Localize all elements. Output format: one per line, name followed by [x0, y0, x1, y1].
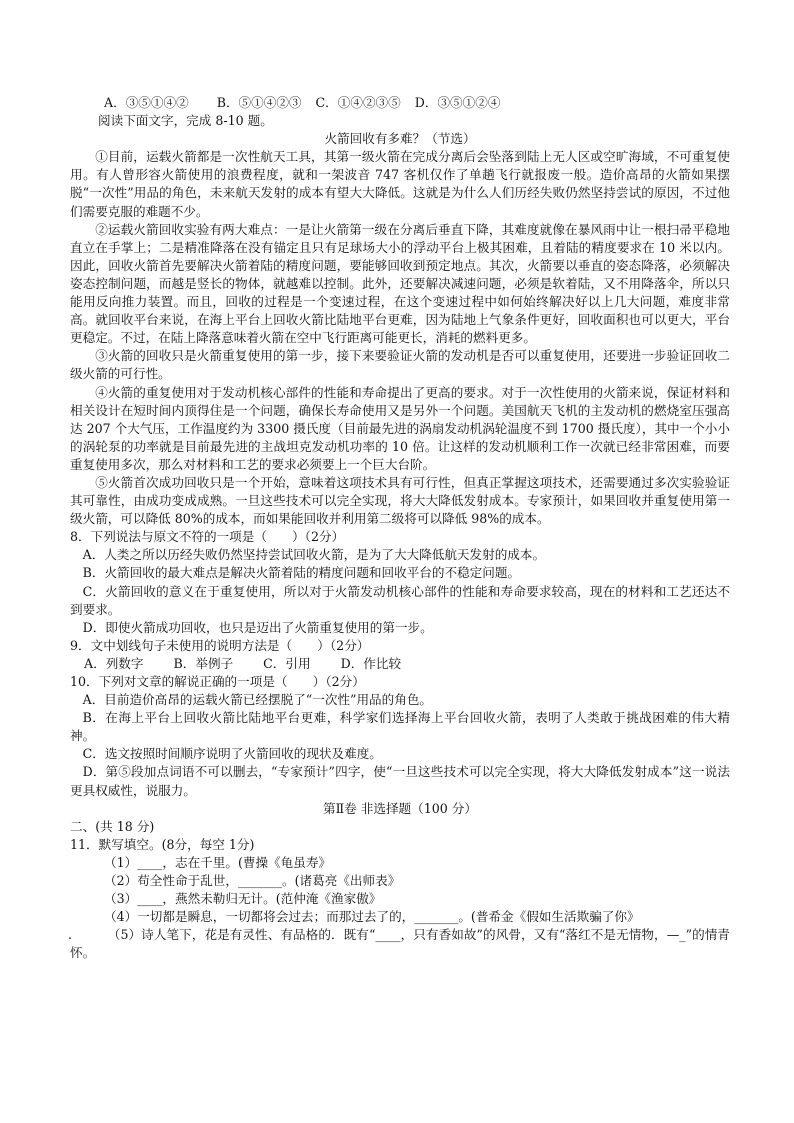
prev-question-options: [70, 94, 730, 112]
q11-stem: 11．默写填空。(8分，每空 1分): [70, 836, 255, 852]
article-paragraph-2: ②运载火箭回收实验有两大难点：一是让火箭第一级在分离后垂直下降，其难度就像在暴风雨中让一根扫帚平稳地直立在手掌上；二是精准降落在没有锚定且只有足球场大小的浮动平台上极其困难，且着陆的精度要求在 10 米以内。因此，回收火箭首先要解决火箭着陆的精度问题，要能够回收到预定地点。其次，火箭要以垂直的姿态降落，必须解决姿态控制问题，而越是竖长的物体，就越难以控制。此外，还要解决减速问题，必须是软着陆，又不用降落伞，所以只能用反向推力装置。而且，回收的过程是一个变速过程，在这个变速过程中如何始终解决好以上几大问题，难度非常高。就回收平台来说，在海上平台上回收火箭比陆地平台更难，因为陆地上气象条件更好，回收面积也可以更大，平台更稳定。不过，在陆上降落意味着火箭在空中飞行距离可能更长，消耗的燃料更多。: [70, 221, 730, 346]
part2-section: 二、(共 18 分): [70, 818, 155, 834]
reading-instruction: 阅读下面文字，完成 8-10 题。: [98, 113, 273, 129]
option-b: B．⑤①④②③: [216, 95, 302, 110]
q10-option-a: A．目前造价高昂的运载火箭已经摆脱了“一次性”用品的角色。: [82, 692, 433, 708]
q9-stem: 9．文中划线句子未使用的说明方法是（ ）（2分）: [70, 637, 370, 653]
exam-page: [70, 94, 730, 963]
q10-stem: 10．下列对文章的解说正确的一项是（ ）（2分）: [70, 674, 365, 689]
q8-option-b: B．火箭回收的最大难点是解决火箭着陆的精度问题和回收平台的不稳定问题。: [82, 565, 521, 581]
stray-mark: .: [68, 927, 73, 943]
q9-option-d: D．作比较: [340, 655, 402, 671]
article-paragraph-1: ①目前，运载火箭都是一次性航天工具，其第一级火箭在完成分离后会坠落到陆上无人区或空旷海域，不可重复使用。有人曾形容火箭使用的浪费程度，就和一架波音 747 客机仅作了单趟飞行就报废一般。造价高昂的火箭如果摆脱“一次性”用品的角色，未来航天发射的成本有望大大降低。这就是为什么人们历经失败仍然坚持尝试的原因，不过他们需要克服的难题不少。: [70, 149, 730, 219]
q8-option-d: D．即使火箭成功回收，也只是迈出了火箭重复使用的第一步。: [82, 619, 433, 635]
article-paragraph-3: ③火箭的回收只是火箭重复使用的第一步，接下来要验证火箭的发动机是否可以重复使用，还要进一步验证回收二级火箭的可行性。: [70, 348, 730, 382]
q8-option-c: C．火箭回收的意义在于重复使用，所以对于火箭发动机核心部件的性能和寿命要求较高，现在的材料和工艺还达不到要求。: [70, 583, 730, 617]
part2-title: 第Ⅱ卷 非选择题（100 分）: [323, 800, 477, 816]
q10-option-b: B．在海上平台上回收火箭比陆地平台更难，科学家们选择海上平台回收火箭，表明了人类敢于挑战困难的伟大精神。: [70, 710, 730, 744]
article-title: 火箭回收有多难？（节选）: [324, 131, 476, 147]
fill-item-4: （4）一切都是瞬息，一切都将会过去；而那过去了的，_______。(普希金《假如生活欺骗了你》: [104, 909, 640, 925]
option-d: D．③⑤①②④: [414, 95, 501, 110]
fill-item-1: （1）____，志在千里。(曹操《龟虽寿》: [104, 854, 332, 870]
q10-option-d: D．第⑤段加点词语不可以删去，“专家预计”四字，使“一旦这些技术可以完全实现，将大大降低发射成本”这一说法更具权威性，说服力。: [70, 764, 730, 798]
q8-option-a: A．人类之所以历经失败仍然坚持尝试回收火箭，是为了大大降低航天发射的成本。: [82, 547, 546, 563]
q9-option-a: A．列数字: [84, 655, 144, 671]
fill-item-3: （3）____，燕然未勒归无计。(范仲淹《渔家傲》: [104, 891, 382, 907]
q9-option-c: C．引用: [263, 655, 311, 671]
article-paragraph-5: ⑤火箭首次成功回收只是一个开始，意味着这项技术具有可行性，但真正掌握这项技术，还需要通过多次实验验证其可靠性，由成功变成成熟。一旦这些技术可以完全实现，将大大降低发射成本。专家预计，如果回收并重复使用第一级火箭，可以降低 80%的成本，而如果能回收并利用第二级将可以降低 98%的成本。: [70, 474, 730, 527]
article-paragraph-4: ④火箭的重复使用对于发动机核心部件的性能和寿命提出了更高的要求。对于一次性使用的火箭来说，保证材料和相关设计在短时间内顶得住是一个问题，确保长寿命使用又是另外一个问题。美国航天飞机的主发动机的燃烧室压强高达 207 个大气压，工作温度约为 3300 摄氏度（目前最先进的涡扇发动机涡轮温度不到 1700 摄氏度），其中一个小小的涡轮泵的功率就是目前最先进的主战坦克发动机功率的 10 倍。让这样的发动机顺利工作一次就已经非常困难，而要重复使用多次，那么对材料和工艺的要求必须要上一个巨大台阶。: [70, 384, 730, 472]
q10-option-c: C．选文按照时间顺序说明了火箭回收的现状及难度。: [82, 746, 382, 762]
fill-item-2: （2）苟全性命于乱世，_______。(诸葛亮《出师表》: [104, 873, 401, 889]
q8-stem: 8．下列说法与原文不符的一项是（ ）（2分）: [70, 529, 345, 545]
option-a: A．③⑤①④②: [104, 95, 189, 110]
q9-options: [70, 655, 730, 673]
option-c: C．①④②③⑤: [315, 95, 401, 110]
q9-option-b: B．举例子: [173, 655, 234, 671]
fill-item-5: （5）诗人笔下，花是有灵性、有品格的．既有“____，只有香如故”的风骨，又有“落红不是无情物，—_”的情青怀。: [70, 927, 730, 961]
